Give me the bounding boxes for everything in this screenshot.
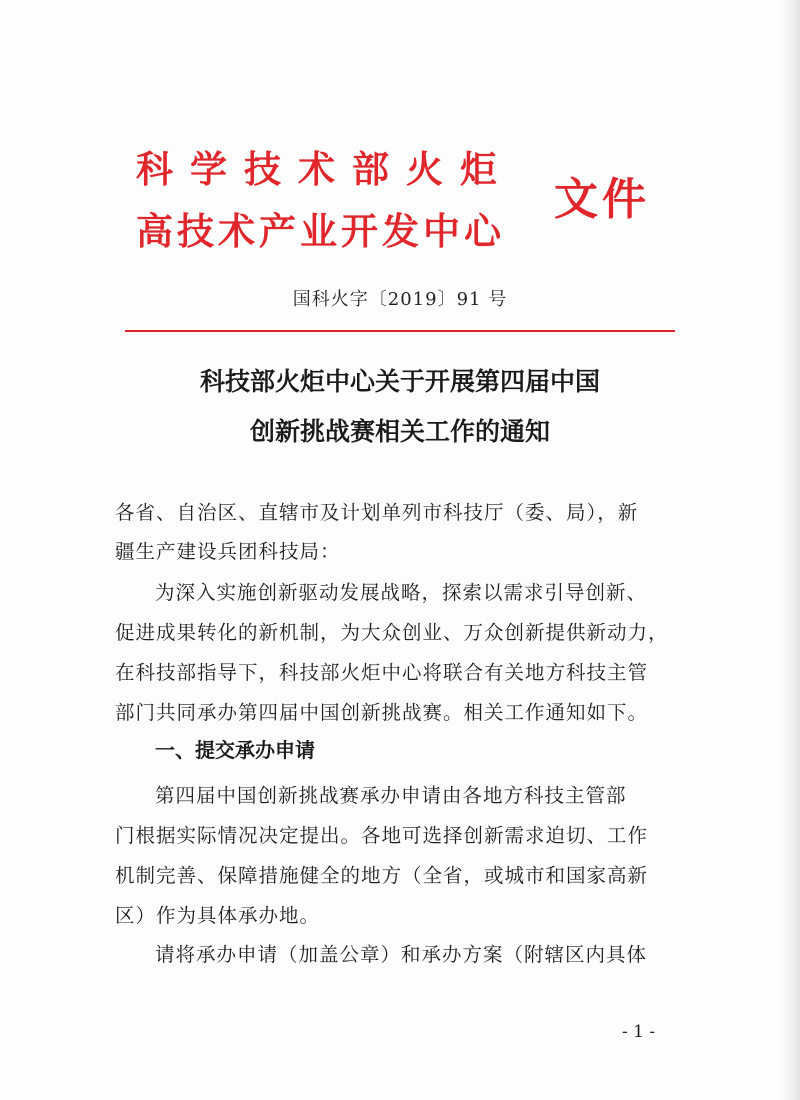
paragraph-line: 请将承办申请（加盖公章）和承办方案（附辖区内具体 (155, 943, 648, 966)
org-name-line2: 高技术产业开发中心 (136, 210, 505, 253)
document-type-label: 文件 (554, 174, 650, 225)
section-heading-1: 一、提交承办申请 (155, 738, 315, 762)
addressee-line1: 各省、自治区、直辖市及计划单列市科技厅（委、局），新 (115, 501, 639, 524)
addressee-line2: 疆生产建设兵团科技局： (115, 540, 341, 563)
scan-edge (778, 0, 800, 1100)
red-divider-line (125, 330, 675, 332)
document-title-line1: 科技部火炬中心关于开展第四届中国 (199, 367, 600, 396)
paragraph-line: 机制完善、保障措施健全的地方（全省，或城市和国家高新 (115, 864, 649, 887)
document-number: 国科火字〔2019〕91 号 (292, 289, 508, 310)
paragraph-line: 门根据实际情况决定提出。各地可选择创新需求迫切、工作 (115, 824, 649, 847)
paragraph-line: 部门共同承办第四届中国创新挑战赛。相关工作通知如下。 (115, 701, 649, 724)
document-title-line2: 创新挑战赛相关工作的通知 (249, 417, 550, 446)
org-name-line1: 科学技术部火炬 (136, 148, 514, 191)
paragraph-line: 在科技部指导下，科技部火炬中心将联合有关地方科技主管 (115, 661, 649, 684)
page-number: - 1 - (622, 1022, 656, 1042)
paragraph-line: 区）作为具体承办地。 (115, 904, 321, 927)
paragraph-line: 第四届中国创新挑战赛承办申请由各地方科技主管部 (155, 784, 627, 807)
paragraph-line: 为深入实施创新驱动发展战略，探索以需求引导创新、 (155, 581, 648, 604)
paragraph-line: 促进成果转化的新机制，为大众创业、万众创新提供新动力， (115, 621, 669, 644)
